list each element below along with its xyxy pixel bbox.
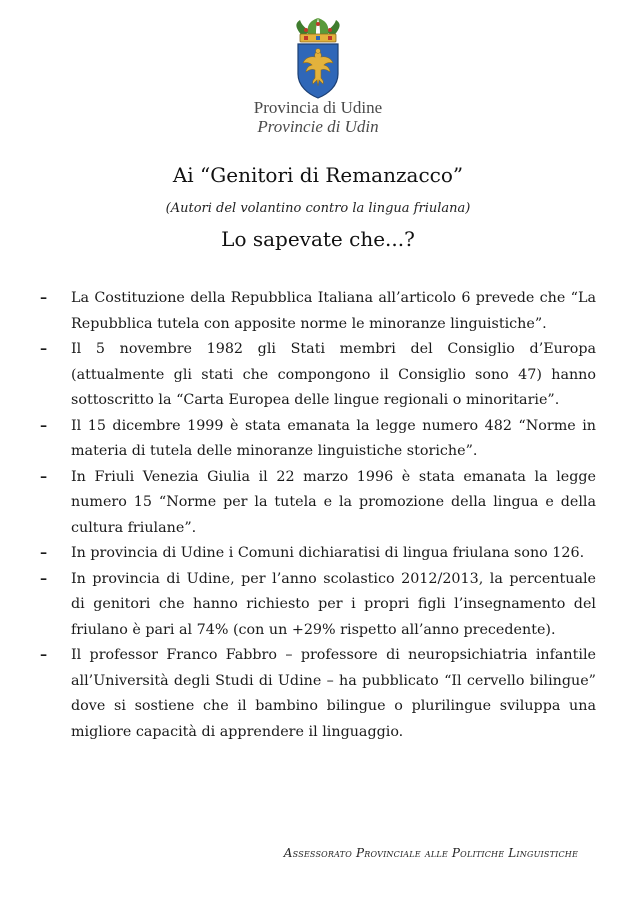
province-name-friulian: Provincie di Udin xyxy=(257,117,379,136)
list-item-text: In provincia di Udine, per l’anno scolastico 2012/2013, la percentuale di genitori che hanno richiesto per i propri figli l’insegnamento del friulano è pari al 74% (con un +29% rispetto all’anno precedente). xyxy=(71,570,596,638)
dash-bullet: – xyxy=(40,417,48,434)
list-item-text: Il professor Franco Fabbro – professore di neuropsichiatria infantile all’Università degli Studi di Udine – ha pubblicato “Il cervello bilingue” dove si sostiene che il bambino bilingue o plurilingue sviluppa una migliore capacità di apprendere il linguaggio. xyxy=(71,647,596,740)
list-item xyxy=(40,643,596,745)
list-item xyxy=(40,541,596,567)
dash-bullet: – xyxy=(40,570,48,587)
dash-bullet: – xyxy=(40,468,48,485)
list-item xyxy=(40,465,596,542)
dash-bullet: – xyxy=(40,290,48,306)
list-item-text: In Friuli Venezia Giulia il 22 marzo 1996 è stata emanata la legge numero 15 “Norme per la tutela e la promozione della lingua e della cultura friulane”. xyxy=(71,468,596,536)
list-item xyxy=(40,337,596,414)
coat-of-arms-icon xyxy=(286,16,350,100)
list-item xyxy=(40,414,596,465)
province-name: Provincia di Udine xyxy=(253,98,383,117)
list-item-text: La Costituzione della Repubblica Italiana all’articolo 6 prevede che “La Repubblica tutela con apposite norme le minoranze linguistiche”. xyxy=(71,290,596,332)
list-item xyxy=(40,567,596,644)
list-item-text: Il 15 dicembre 1999 è stata emanata la legge numero 482 “Norme in materia di tutela delle minoranze linguistiche storiche”. xyxy=(71,417,596,459)
list-item xyxy=(40,286,596,337)
list-item-text: In provincia di Udine i Comuni dichiaratisi di lingua friulana sono 126. xyxy=(71,545,585,561)
list-item-text: Il 5 novembre 1982 gli Stati membri del Consiglio d’Europa (attualmente gli stati che compongono il Consiglio sono 47) hanno sottoscritto la “Carta Europea delle lingue regionali o minoritarie”. xyxy=(71,341,596,408)
page-subtitle: (Autori del volantino contro la lingua friulana) xyxy=(165,201,471,216)
footer-signature: Assessorato Provinciale alle Politiche Linguistiche xyxy=(283,846,578,860)
facts-list xyxy=(40,286,596,745)
dash-bullet: – xyxy=(40,647,48,663)
dash-bullet: – xyxy=(40,545,48,561)
page-subheading: Lo sapevate che...? xyxy=(221,227,415,251)
page-title: Ai “Genitori di Remanzacco” xyxy=(172,163,464,187)
dash-bullet: – xyxy=(40,341,48,357)
